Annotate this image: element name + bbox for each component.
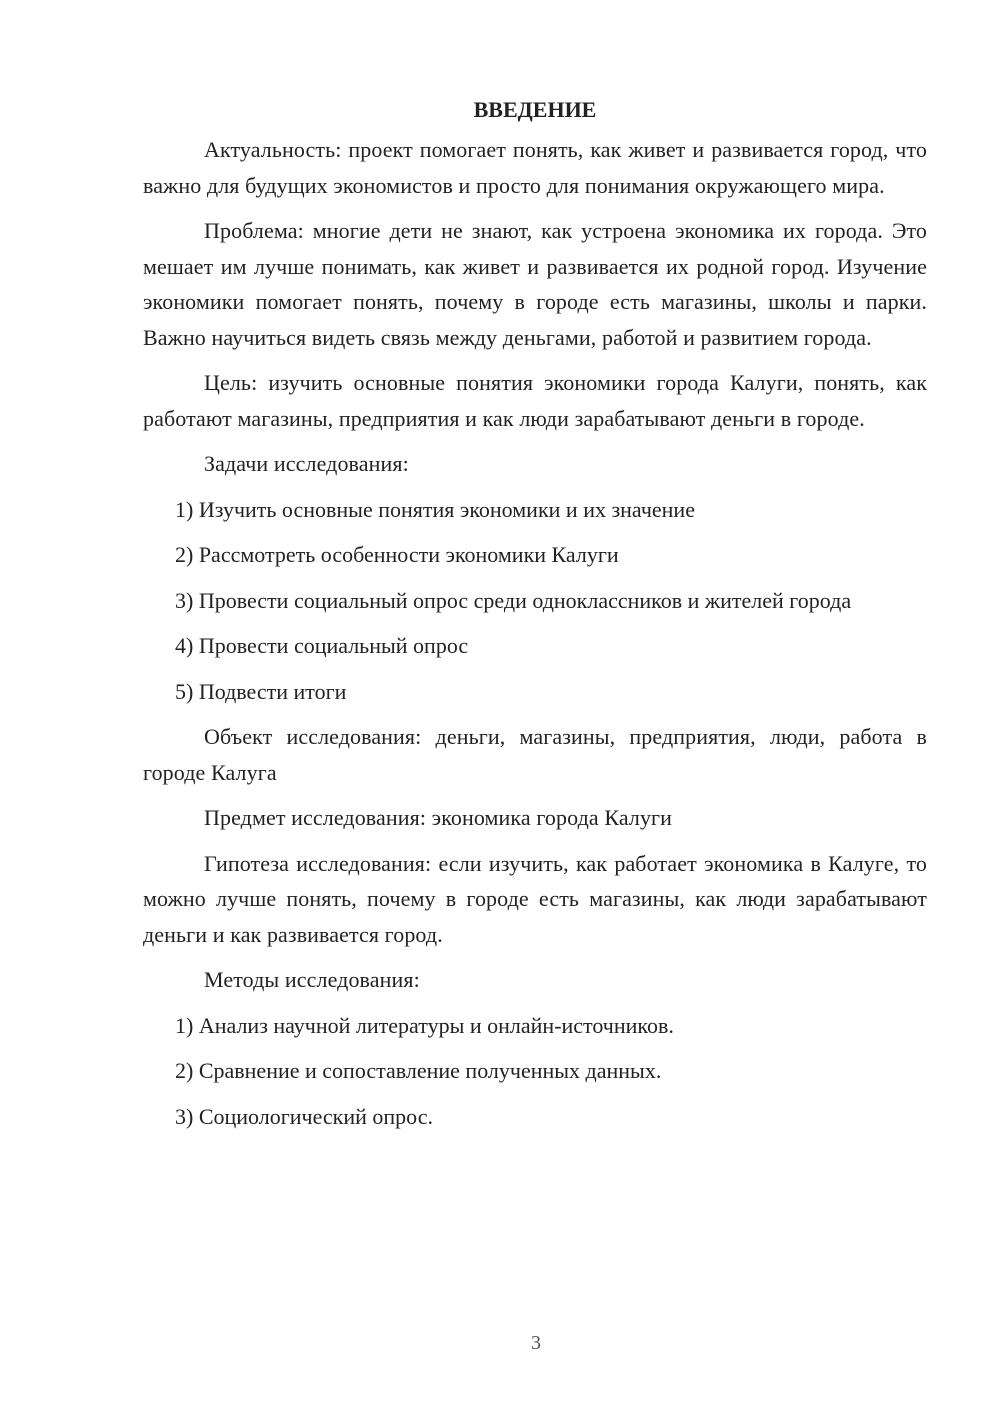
task-item-2: 2) Рассмотреть особенности экономики Калуги — [175, 542, 619, 567]
paragraph-goal: Цель: изучить основные понятия экономики города Калуги, понять, как работают магазины, предприятия и как люди зарабатывают деньги в городе. — [143, 370, 927, 431]
page-number: 3 — [531, 1332, 541, 1354]
tasks-heading: Задачи исследования: — [204, 451, 409, 476]
task-item-3: 3) Провести социальный опрос среди одноклассников и жителей города — [175, 587, 852, 613]
task-item-5: 5) Подвести итоги — [175, 678, 347, 704]
section-title: ВВЕДЕНИЕ — [473, 97, 597, 122]
paragraph-subject: Предмет исследования: экономика города Калуги — [204, 805, 673, 830]
paragraph-problem: Проблема: многие дети не знают, как устроена экономика их города. Это мешает им лучше понимать, как живет и развивается их родной город. Изучение экономики помогает понять, почему в городе есть магазины, школы и парки. Важно научиться видеть связь между деньгами, работой и развитием города. — [143, 218, 927, 350]
method-item-3: 3) Социологический опрос. — [175, 1103, 433, 1129]
methods-heading: Методы исследования: — [204, 967, 420, 992]
paragraph-hypothesis: Гипотеза исследования: если изучить, как работает экономика в Калуге, то можно лучше понять, почему в городе есть магазины, как люди зарабатывают деньги и как развивается город. — [143, 850, 927, 947]
document-page — [143, 92, 927, 1144]
paragraph-relevance: Актуальность: проект помогает понять, как живет и развивается город, что важно для будущих экономистов и просто для понимания окружающего мира. — [143, 137, 927, 198]
task-item-4: 4) Провести социальный опрос — [175, 633, 469, 658]
method-item-1: 1) Анализ научной литературы и онлайн-источников. — [175, 1012, 674, 1038]
method-item-2: 2) Сравнение и сопоставление полученных данных. — [175, 1058, 662, 1083]
task-item-1: 1) Изучить основные понятия экономики и их значение — [175, 496, 695, 522]
paragraph-object: Объект исследования: деньги, магазины, предприятия, люди, работа в городе Калуга — [143, 724, 927, 785]
